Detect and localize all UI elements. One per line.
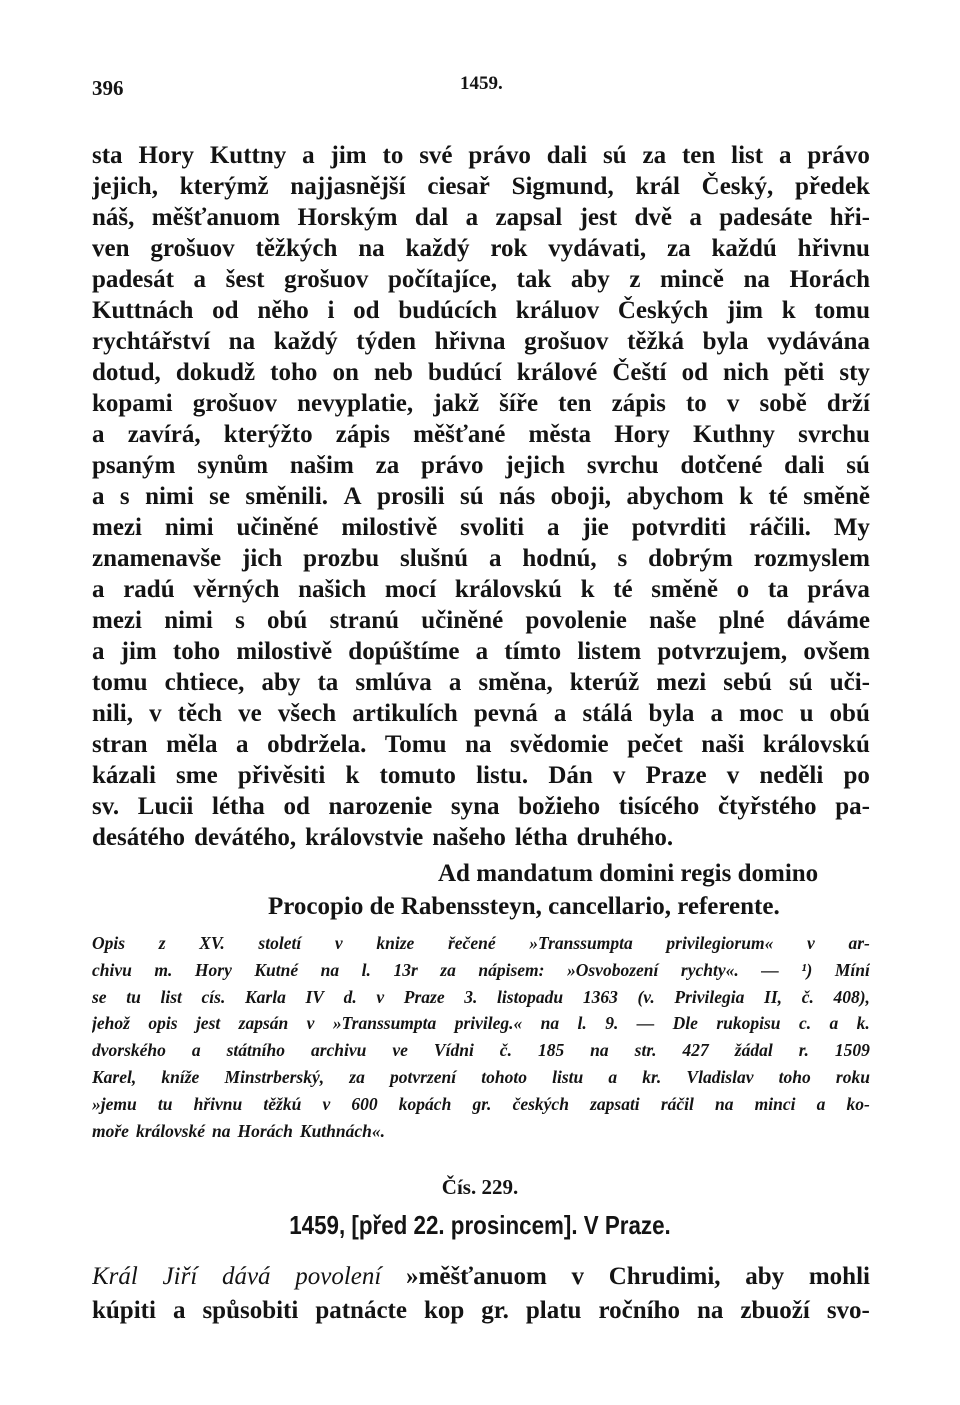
text-line: nili, v těch ve všech artikulích pevná a stálá byla a moc u obú (92, 700, 870, 727)
text-line: kopami grošuov nevyplatie, jakž šíře ten zápis to v sobě drží (92, 390, 870, 417)
note-line: chivu m. Hory Kutné na l. 13r za nápisem: »Osvobození rychty«. — ¹) Míní (92, 959, 870, 980)
text-line: mezi nimi učiněné milostivě svoliti a jie potvrditi ráčili. My (92, 514, 870, 541)
editorial-notes (92, 930, 870, 1144)
summary-line: Král Jiří dává povolení »měšťanuom v Chrudimi, aby mohli (92, 1263, 870, 1290)
note-line: Opis z XV. století v knize řečené »Transsumpta privilegiorum« v ar- (92, 933, 870, 953)
document-summary (92, 1260, 870, 1328)
text-line: náš, měšťanuom Horským dal a zapsal jest dvě a padesáte hři- (92, 204, 870, 231)
note-line: jehož opis jest zapsán v »Transsumpta privileg.« na l. 9. — Dle rukopisu c. a k. (92, 1013, 870, 1034)
note-line: se tu list cís. Karla IV d. v Praze 3. listopadu 1363 (v. Privilegia II, č. 408), (92, 986, 870, 1007)
page-number: 396 (92, 76, 124, 100)
summary-line: kúpiti a spůsobiti patnácte kop gr. platu ročního na zbuoží svo- (92, 1297, 870, 1324)
note-line: moře královské na Horách Kuthnách«. (92, 1120, 386, 1141)
text-line: a jim toho milostivě dopúštíme a tímto listem potvrzujem, ovšem (92, 638, 870, 665)
note-line: »jemu tu hřivnu těžkú v 600 kopách gr. českých zapsati ráčil na minci a ko- (92, 1093, 870, 1114)
text-line: psaným synům našim za právo jejich svrchu dotčené dali sú (92, 452, 870, 479)
text-line: padesát a šest grošuov počítajíce, tak aby z mincě na Horách (92, 266, 870, 293)
charter-text (92, 140, 870, 853)
text-line: a radú věrných našich mocí královskú k té směně o ta práva (92, 576, 870, 603)
document-number: Čís. 229. (441, 1175, 519, 1199)
running-header-year: 1459. (460, 73, 503, 94)
note-line: Karel, kníže Minstrberský, za potvrzení tohoto listu a kr. Vladislav toho roku (92, 1066, 870, 1087)
document-heading: 1459, [před 22. prosincem]. V Praze. (289, 1210, 671, 1240)
note-line: dvorského a státního archivu ve Vídni č. 185 na str. 427 žádal r. 1509 (92, 1040, 870, 1061)
text-line: ven grošuov těžkých na každý rok vydávati, za každú hřivnu (92, 235, 870, 262)
text-line: sta Hory Kuttny a jim to své právo dali sú za ten list a právo (92, 142, 870, 169)
text-line: tomu chtiece, aby ta smlúva a směna, kterúž mezi sebú sú uči- (92, 669, 870, 696)
mandate-line-2: Procopio de Rabenssteyn, cancellario, referente. (268, 893, 780, 920)
text-line: rychtářství na každý týden hřivna grošuov těžká byla vydávána (92, 328, 870, 355)
text-line: a zavírá, kterýžto zápis měšťané města Hory Kuthny svrchu (92, 421, 870, 448)
text-line: stran měla a obdržela. Tomu na svědomie pečet naši královskú (92, 731, 870, 758)
text-line: znamenavše jich prozbu slušnú a hodnú, s dobrým rozmyslem (92, 545, 870, 572)
mandate-clause (92, 858, 846, 922)
text-line: Kuttnách od něho i od budúcích králuov Českých jim k tomu (92, 297, 870, 324)
mandate-line-1: Ad mandatum domini regis domino (438, 860, 819, 887)
text-line: dotud, dokudž toho on neb budúcí králové Čeští od nich pěti sty (92, 359, 870, 386)
text-line: jejich, kterýmž najjasnější ciesař Sigmund, král Český, předek (92, 173, 870, 200)
text-line: mezi nimi s obú stranú učiněné povolenie naše plné dáváme (92, 607, 870, 634)
text-line: kázali sme přivěsiti k tomuto listu. Dán v Praze v neděli po (92, 762, 870, 789)
text-line: sv. Lucii létha od narozenie syna božieho tisícého čtyřstého pa- (92, 793, 870, 820)
text-line: a s nimi se směnili. A prosili sú nás oboji, abychom k té směně (92, 483, 870, 510)
text-line: desátého devátého, královstvie našeho létha druhého. (92, 824, 674, 851)
